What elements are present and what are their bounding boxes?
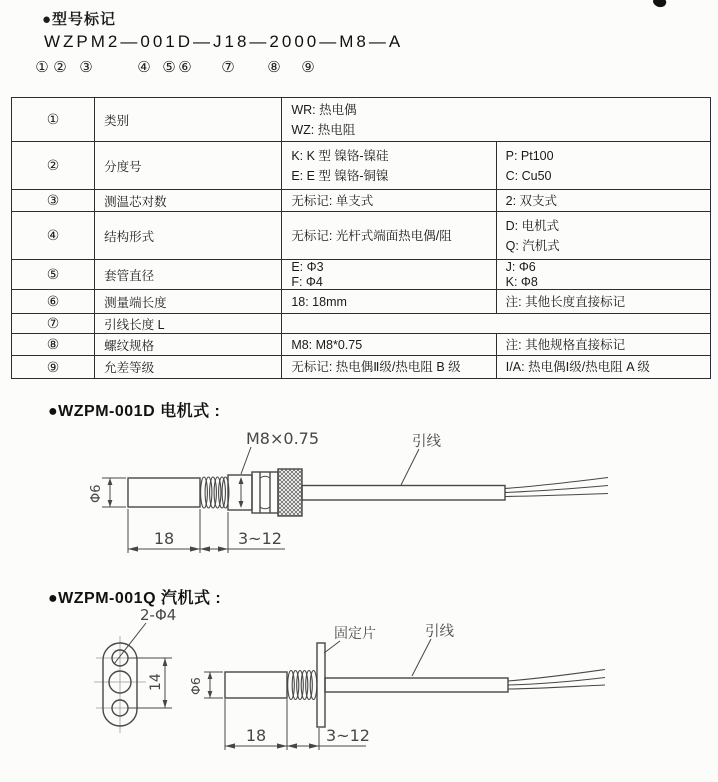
position-marker-2: ② [53,59,67,76]
row-num: ⑨ [12,356,95,379]
diagram-wzpm-001q [60,600,660,782]
table-row [12,190,711,212]
row-values-left: 无标记: 光杆式端面热电偶/阻 [282,212,496,260]
row-values-right: D: 电机式 Q: 汽机式 [496,212,710,260]
row-num: ④ [12,212,95,260]
table-row [12,260,711,290]
fixing-plate-leader-line [324,641,340,653]
row-values-right: 注: 其他长度直接标记 [496,290,710,314]
probe-body [225,672,287,698]
row-label: 套管直径 [95,260,282,290]
m8-dim-arrow [239,477,244,508]
spring-section [201,477,229,508]
row-values [282,314,711,334]
holes-label: 2-Φ4 [140,606,177,624]
position-marker-4: ④ [137,59,151,76]
position-marker-1: ① [35,59,49,76]
table-row [12,314,711,334]
row-label: 测量端长度 [95,290,282,314]
thread-length-label: 3~12 [326,726,370,745]
row-num: ⑤ [12,260,95,290]
fixing-plate-label: 固定片 [334,626,376,642]
row-values-right: J: Φ6 K: Φ8 [496,260,710,290]
lead-cable [302,486,505,501]
thread-label: M8×0.75 [246,429,320,448]
position-marker-3: ③ [79,59,93,76]
row-label: 螺纹规格 [95,334,282,356]
lead-label: 引线 [425,624,454,640]
hex-nut [252,472,278,513]
lead-label: 引线 [412,434,441,450]
row-label: 允差等级 [95,356,282,379]
row-values-right: Ⅰ/A: 热电偶Ⅰ级/热电阻 A 级 [496,356,710,379]
lead-cable [325,678,508,692]
model-code: WZPM2—001D—J18—2000—M8—A [44,32,404,51]
diameter-dim [102,478,126,507]
row-values: WR: 热电偶 WZ: 热电阻 [282,98,711,142]
diameter-label: Φ6 [188,677,203,695]
spring-section [288,671,317,700]
fixing-plate [317,643,325,727]
row-label: 结构形式 [95,212,282,260]
row-label: 分度号 [95,142,282,190]
row-values-left: E: Φ3 F: Φ4 [282,260,496,290]
table-row [12,356,711,379]
row-num: ⑧ [12,334,95,356]
scan-ink-mark [652,0,668,9]
table-row [12,142,711,190]
diagram-wzpm-001d [60,420,660,577]
row-num: ② [12,142,95,190]
diameter-dim [204,672,223,698]
position-marker-5: ⑤ [162,59,176,76]
model-spec-table [11,97,711,379]
row-values-left: 18: 18mm [282,290,496,314]
position-marker-7: ⑦ [221,59,235,76]
knurled-nut [278,469,302,516]
row-label: 类别 [95,98,282,142]
row-values-right: 注: 其他规格直接标记 [496,334,710,356]
row-num: ⑥ [12,290,95,314]
row-values-right: 2: 双支式 [496,190,710,212]
position-marker-9: ⑨ [301,59,315,76]
probe-body [128,478,200,507]
hole-pitch-label: 14 [148,673,164,691]
position-marker-8: ⑧ [267,59,281,76]
row-num: ③ [12,190,95,212]
table-row [12,212,711,260]
thread-length-label: 3~12 [238,529,282,548]
lead-wires [508,670,605,690]
row-label: 引线长度 L [95,314,282,334]
row-num: ① [12,98,95,142]
body-length-label: 18 [245,726,267,745]
diameter-label: Φ6 [89,484,104,503]
row-values-left: 无标记: 热电偶Ⅱ级/热电阻 B 级 [282,356,496,379]
page-title: ●型号标记 [42,11,117,28]
row-values-left: 无标记: 单支式 [282,190,496,212]
row-label: 测温芯对数 [95,190,282,212]
lead-leader-line [412,639,431,676]
section2-heading: ●WZPM-001Q 汽机式 : [48,590,222,607]
row-values-right: P: Pt100 C: Cu50 [496,142,710,190]
section1-heading: ●WZPM-001D 电机式 : [48,403,221,420]
thread-leader-line [241,447,251,474]
row-values-left: M8: M8*0.75 [282,334,496,356]
body-length-label: 18 [153,529,175,548]
row-num: ⑦ [12,314,95,334]
lead-leader-line [401,449,419,485]
table-row [12,334,711,356]
table-row [12,98,711,142]
table-row [12,290,711,314]
position-marker-6: ⑥ [178,59,192,76]
row-values-left: K: K 型 镍铬-镍硅 E: E 型 镍铬-铜镍 [282,142,496,190]
lead-wires [505,478,608,497]
